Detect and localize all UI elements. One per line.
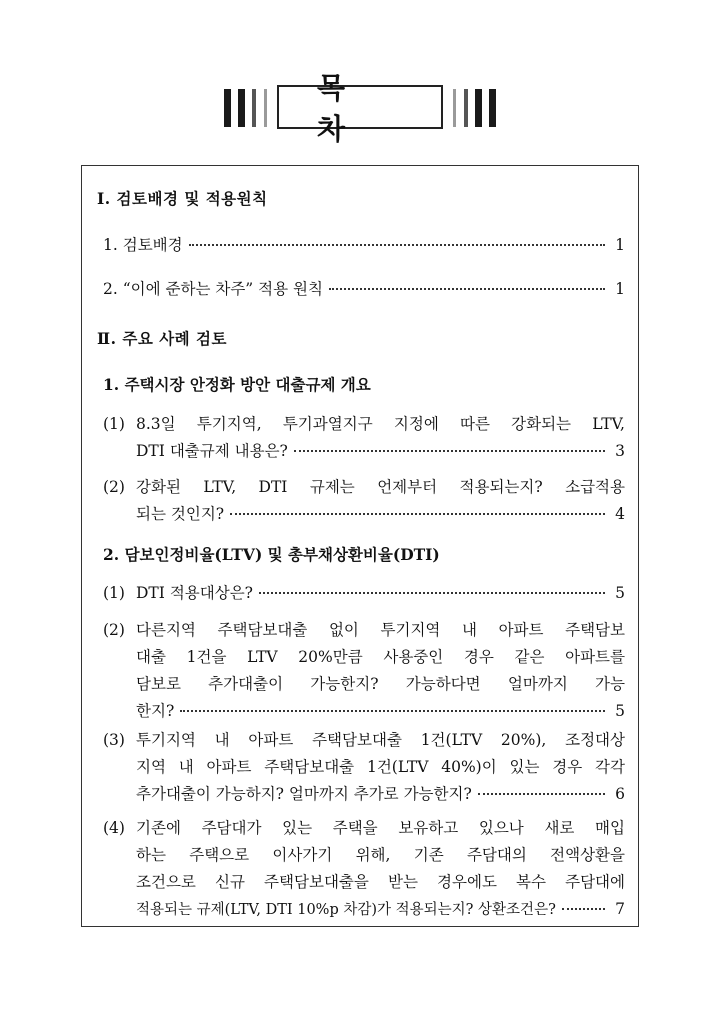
dot-leader xyxy=(259,592,605,594)
item-number: (2) xyxy=(103,621,125,639)
item-line: 조건으로 신규 주택담보대출을 받는 경우에도 복수 주담대에 xyxy=(136,873,625,891)
item-line: 한지? xyxy=(136,702,175,720)
item-line: DTI 적용대상은? xyxy=(136,584,253,602)
item-line: 적용되는 규제(LTV, DTI 10%p 차감)가 적용되는지? 상환조건은? xyxy=(136,902,556,918)
title-deco-bar xyxy=(475,89,482,127)
item-line: 투기지역 내 아파트 주택담보대출 1건(LTV 20%), 조정대상 xyxy=(136,731,625,749)
title-deco-bar xyxy=(453,89,456,127)
dot-leader xyxy=(230,513,605,515)
item-line: 하는 주택으로 이사가기 위해, 기존 주담대의 전액상환을 xyxy=(136,846,625,864)
item-page: 3 xyxy=(615,442,625,460)
toc-entry-page: 1 xyxy=(615,280,625,298)
dot-leader xyxy=(329,288,605,290)
toc-entry[interactable] xyxy=(103,277,625,299)
title-deco-bar xyxy=(238,89,245,127)
item-line: 담보로 추가대출이 가능한지? 가능하다면 얼마까지 가능 xyxy=(136,675,625,693)
subsection-heading: 1. 주택시장 안정화 방안 대출규제 개요 xyxy=(103,375,371,394)
item-page: 6 xyxy=(615,785,625,803)
title-deco-bar xyxy=(252,89,256,127)
section-heading: Ⅱ. 주요 사례 검토 xyxy=(97,329,227,348)
item-line: 기존에 주담대가 있는 주택을 보유하고 있으나 새로 매입 xyxy=(136,819,625,837)
title-deco-bar xyxy=(264,89,267,127)
subsection-heading: 2. 담보인정비율(LTV) 및 총부채상환비율(DTI) xyxy=(103,545,440,564)
dot-leader xyxy=(180,710,605,712)
item-number: (4) xyxy=(103,819,125,837)
item-number: (1) xyxy=(103,584,125,602)
item-line: DTI 대출규제 내용은? xyxy=(136,442,288,460)
item-line: 지역 내 아파트 주택담보대출 1건(LTV 40%)이 있는 경우 각각 xyxy=(136,758,625,776)
dot-leader xyxy=(189,244,605,246)
toc-entry[interactable] xyxy=(103,233,625,255)
section-heading: Ⅰ. 검토배경 및 적용원칙 xyxy=(97,189,268,208)
item-line: 다른지역 주택담보대출 없이 투기지역 내 아파트 주택담보 xyxy=(136,621,625,639)
item-number: (1) xyxy=(103,415,125,433)
toc-entry-label: 2. “이에 준하는 차주” 적용 원칙 xyxy=(103,280,323,298)
item-line: 대출 1건을 LTV 20%만큼 사용중인 경우 같은 아파트를 xyxy=(136,648,625,666)
item-number: (2) xyxy=(103,478,125,496)
item-page: 7 xyxy=(615,900,625,918)
toc-entry-page: 1 xyxy=(615,236,625,254)
page-title: 목 차 xyxy=(277,85,443,129)
item-line: 강화된 LTV, DTI 규제는 언제부터 적용되는지? 소급적용 xyxy=(136,478,625,496)
item-page: 5 xyxy=(615,702,625,720)
title-deco-bar xyxy=(489,89,496,127)
item-number: (3) xyxy=(103,731,125,749)
item-line: 추가대출이 가능하지? 얼마까지 추가로 가능한지? xyxy=(136,785,472,803)
item-page: 4 xyxy=(615,505,625,523)
item-page: 5 xyxy=(615,584,625,602)
title-banner xyxy=(0,71,720,146)
title-deco-bar xyxy=(464,89,468,127)
item-line: 되는 것인지? xyxy=(136,505,225,523)
item-line: 8.3일 투기지역, 투기과열지구 지정에 따른 강화되는 LTV, xyxy=(136,415,625,433)
dot-leader xyxy=(562,908,605,910)
title-deco-bar xyxy=(224,89,231,127)
dot-leader xyxy=(478,793,605,795)
dot-leader xyxy=(294,450,605,452)
toc-entry-label: 1. 검토배경 xyxy=(103,236,183,254)
